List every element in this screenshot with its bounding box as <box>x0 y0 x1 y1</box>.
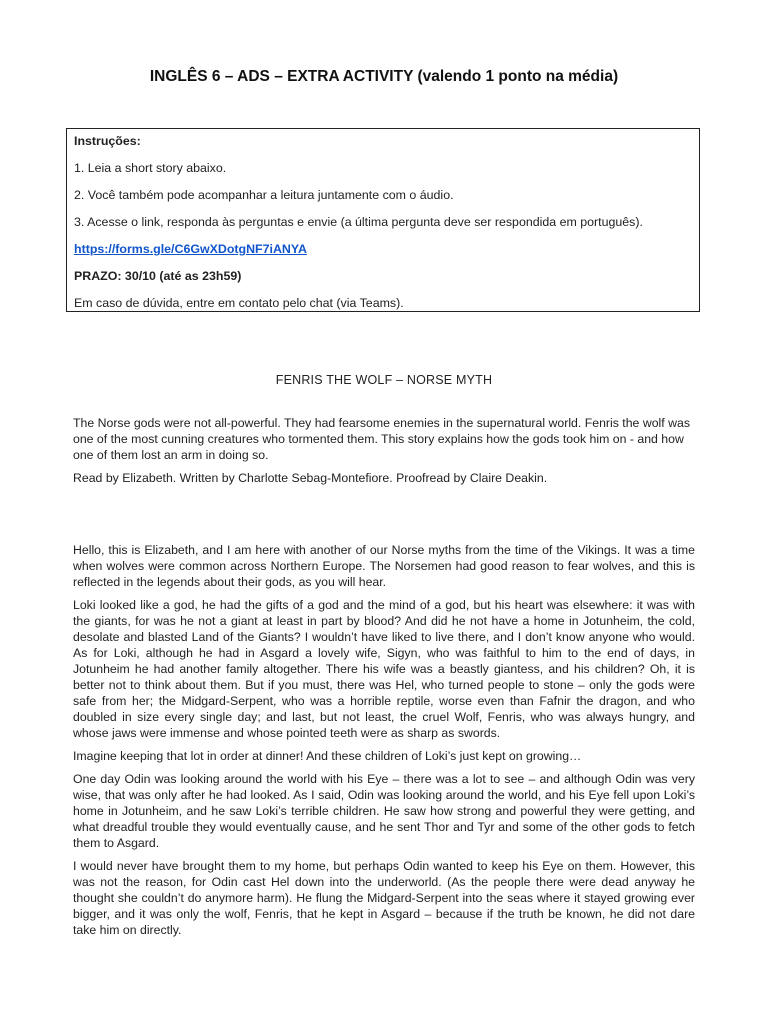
story-paragraph: Hello, this is Elizabeth, and I am here with another of our Norse myths from the time of the Vikings. It was a time when wolves were common across Northern Europe. The Norsemen had good reason to fear wolves, and this is reflected in the legends about their gods, as you will hear. <box>73 543 695 589</box>
page-title: INGLÊS 6 – ADS – EXTRA ACTIVITY (valendo 1 ponto na média) <box>149 68 619 85</box>
contact-text: Em caso de dúvida, entre em contato pelo chat (via Teams). <box>74 296 404 310</box>
instructions-heading: Instruções: <box>74 134 141 148</box>
instruction-step: 1. Leia a short story abaixo. <box>74 161 227 175</box>
story-paragraph: One day Odin was looking around the world with his Eye – there was a lot to see – and although Odin was very wise, that was only after he had looked. As I said, Odin was looking around the world, and his Eye fell upon Loki’s home in Jotunheim, and he saw Loki’s terrible children. He saw how strong and powerful they were getting, and what dreadful trouble they would eventually cause, and he sent Thor and Tyr and some of the other gods to fetch them to Asgard. <box>73 772 695 850</box>
instructions-box <box>66 128 700 312</box>
instruction-step: 3. Acesse o link, responda às perguntas e envie (a última pergunta deve ser respondida em português). <box>74 215 643 229</box>
story-title: FENRIS THE WOLF – NORSE MYTH <box>275 373 493 387</box>
story-paragraph: Loki looked like a god, he had the gifts of a god and the mind of a god, but his heart was elsewhere: it was with the giants, for was he not a giant at least in part by blood? And did he not have a home in Jotunheim, the cold, desolate and blasted Land of the Giants? I wouldn’t have liked to live there, and I don’t know anyone who would. As for Loki, although he had in Asgard a lovely wife, Sigyn, who was faithful to him to the end of days, in Jotunheim he had another family altogether. There his wife was a beastly giantess, and his children? Oh, it is better not to think about them. But if you must, there was Hel, who turned people to stone – only the gods were safe from her; the Midgard-Serpent, who was a horrible reptile, worse even than Fafnir the dragon, and who doubled in size every single day; and last, but not least, the cruel Wolf, Fenris, who was always hungry, and whose jaws were immense and whose pointed teeth were as sharp as swords. <box>73 598 695 740</box>
story-body <box>73 542 695 945</box>
story-paragraph: I would never have brought them to my home, but perhaps Odin wanted to keep his Eye on them. However, this was not the reason, for Odin cast Hel down into the underworld. (As the people there were dead anyway he thought she couldn’t do anymore harm). He flung the Midgard-Serpent into the seas where it stayed growing ever bigger, and it was only the wolf, Fenris, that he kept in Asgard – because if the truth be known, he did not dare take him on directly. <box>73 859 695 937</box>
deadline-text: PRAZO: 30/10 (até as 23h59) <box>74 269 242 283</box>
story-paragraph: Imagine keeping that lot in order at dinner! And these children of Loki’s just kept on growing… <box>73 749 582 763</box>
instruction-step: 2. Você também pode acompanhar a leitura juntamente com o áudio. <box>74 188 454 202</box>
intro-paragraph: The Norse gods were not all-powerful. They had fearsome enemies in the supernatural world. Fenris the wolf was one of the most cunning creatures who tormented them. This story explains how the gods took him on - and how one of them lost an arm in doing so. <box>73 416 690 462</box>
credits-line: Read by Elizabeth. Written by Charlotte Sebag-Montefiore. Proofread by Claire Deakin. <box>73 471 548 485</box>
story-intro <box>73 415 695 493</box>
form-link[interactable]: https://forms.gle/C6GwXDotgNF7iANYA <box>74 242 307 256</box>
